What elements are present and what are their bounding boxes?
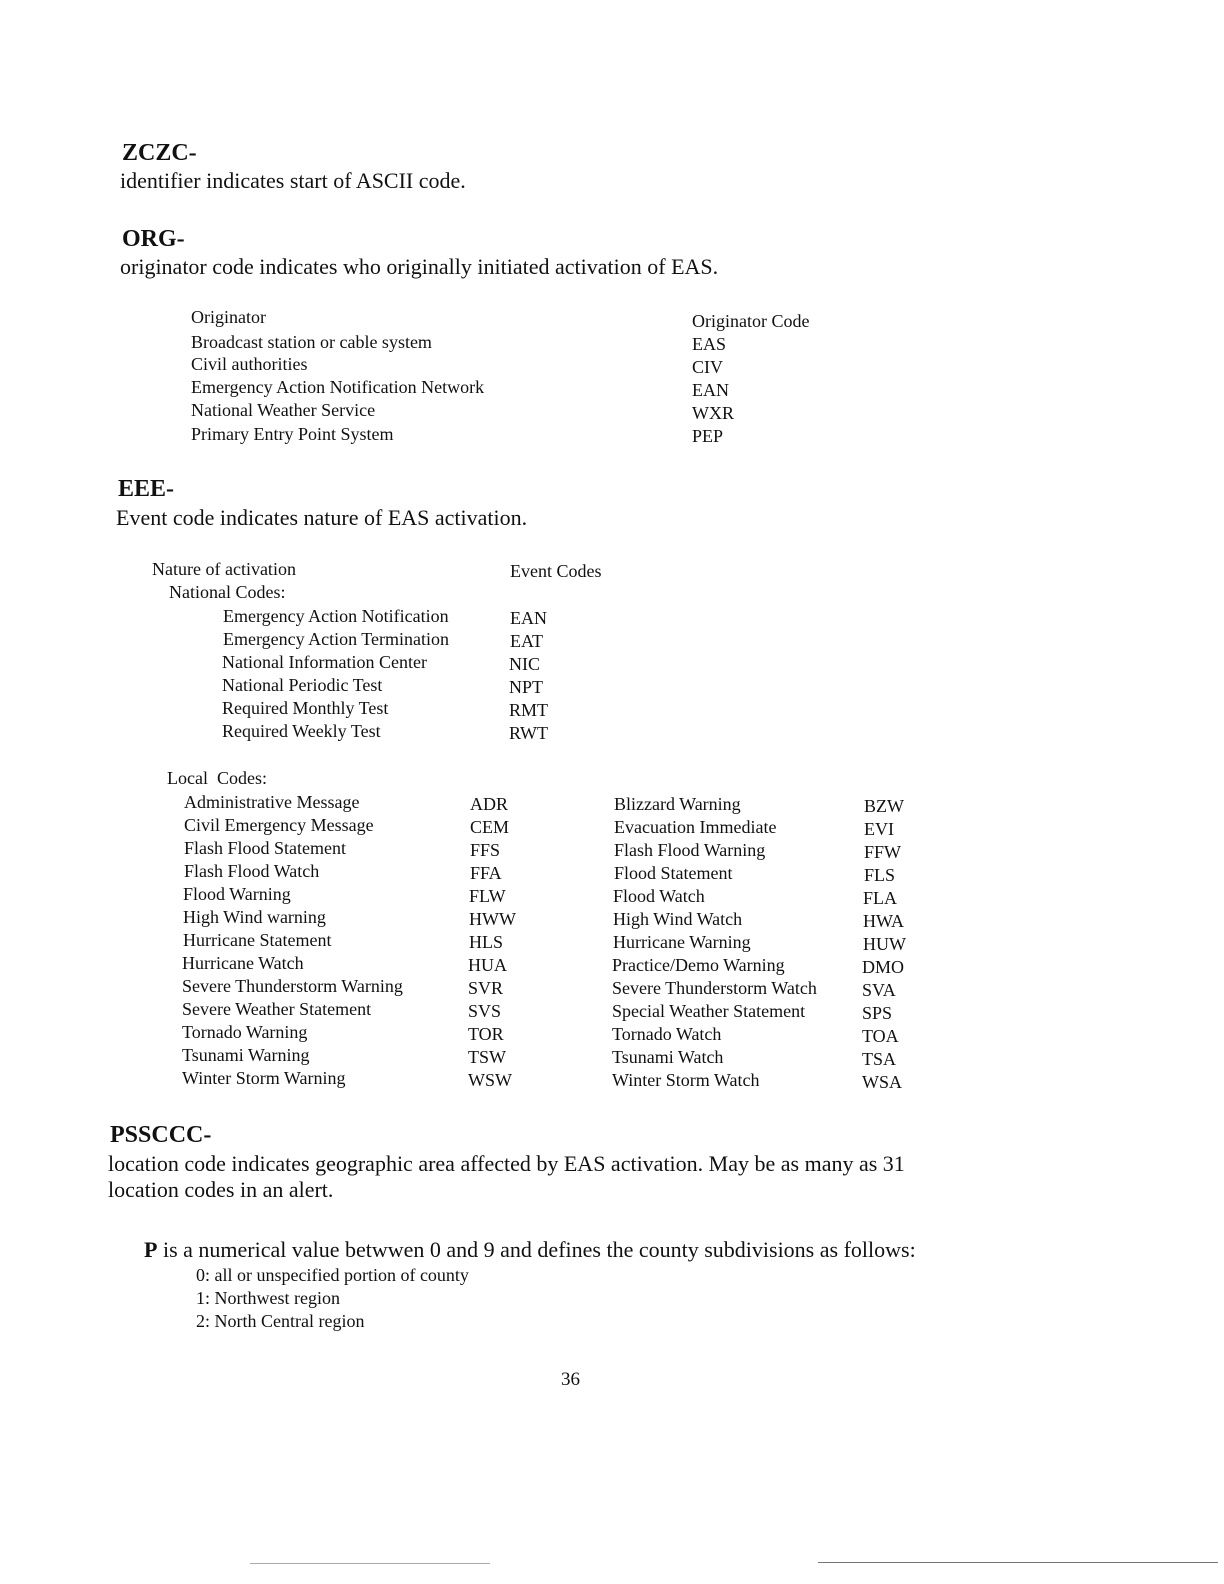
originator-code: EAS	[692, 334, 727, 354]
local-event-code: ADR	[470, 794, 509, 814]
local-event-code: SVA	[862, 980, 896, 1000]
local-event-name: Tornado Warning	[182, 1022, 308, 1042]
national-event-code: NPT	[509, 677, 544, 697]
originator-code: CIV	[692, 357, 723, 377]
local-event-name: Flood Statement	[614, 863, 733, 883]
local-event-name: Tornado Watch	[612, 1024, 722, 1044]
local-event-name: Special Weather Statement	[612, 1001, 806, 1021]
local-event-code: SPS	[862, 1003, 893, 1023]
local-event-code: DMO	[862, 957, 905, 977]
originator-name: Emergency Action Notification Network	[191, 377, 485, 397]
p-definition-text: is a numerical value betwwen 0 and 9 and defines the county subdivisions as follows:	[157, 1237, 916, 1262]
local-event-name: Hurricane Warning	[613, 932, 751, 952]
local-event-name: Severe Thunderstorm Watch	[612, 978, 817, 998]
subdivision-item: 0: all or unspecified portion of county	[196, 1265, 469, 1285]
local-event-code: FFW	[864, 842, 902, 862]
local-event-code: SVR	[468, 978, 504, 998]
local-event-name: Tsunami Warning	[182, 1045, 310, 1065]
eee-description: Event code indicates nature of EAS activation.	[116, 505, 528, 530]
local-event-name: Evacuation Immediate	[614, 817, 777, 837]
national-event-code: EAT	[510, 631, 543, 651]
local-event-code: SVS	[468, 1001, 502, 1021]
originator-name: Primary Entry Point System	[191, 424, 394, 444]
org-heading: ORG-	[122, 226, 185, 252]
national-event-name: National Periodic Test	[222, 675, 383, 695]
subdivision-item: 1: Northwest region	[196, 1288, 340, 1308]
local-event-code: EVI	[864, 819, 894, 839]
originator-code: WXR	[692, 403, 734, 423]
local-event-name: Winter Storm Warning	[182, 1068, 346, 1088]
local-event-name: Flash Flood Statement	[184, 838, 346, 858]
local-event-code: FLW	[469, 886, 506, 906]
local-event-name: Civil Emergency Message	[184, 815, 374, 835]
zczc-description: identifier indicates start of ASCII code.	[120, 168, 466, 193]
local-event-code: TSW	[468, 1047, 506, 1067]
nature-column-header: Nature of activation	[152, 559, 296, 579]
local-event-code: FFA	[470, 863, 502, 883]
national-codes-label: National Codes:	[169, 582, 286, 602]
subdivision-item: 2: North Central region	[196, 1311, 365, 1331]
local-event-name: Hurricane Watch	[182, 953, 304, 973]
psccc-heading: PSSCCC-	[110, 1122, 212, 1148]
originator-code: PEP	[692, 426, 724, 446]
scan-artifact	[818, 1562, 1218, 1563]
local-event-name: Blizzard Warning	[614, 794, 741, 814]
p-definition	[144, 1237, 916, 1263]
national-event-name: Emergency Action Termination	[223, 629, 450, 649]
local-event-name: Severe Thunderstorm Warning	[182, 976, 403, 996]
originator-name: Broadcast station or cable system	[191, 332, 432, 352]
p-letter: P	[144, 1237, 158, 1262]
originator-name: National Weather Service	[191, 400, 376, 420]
originator-name: Civil authorities	[191, 354, 308, 374]
local-event-name: Practice/Demo Warning	[612, 955, 785, 975]
local-event-code: HUW	[863, 934, 906, 954]
local-event-code: HWA	[863, 911, 904, 931]
national-event-name: Required Monthly Test	[222, 698, 389, 718]
originator-column-header: Originator	[191, 307, 266, 327]
zczc-heading: ZCZC-	[122, 140, 197, 166]
local-event-name: Flash Flood Warning	[614, 840, 766, 860]
org-description: originator code indicates who originally initiated activation of EAS.	[120, 254, 719, 279]
local-event-name: Flash Flood Watch	[184, 861, 320, 881]
national-event-name: Required Weekly Test	[222, 721, 381, 741]
local-event-name: High Wind Watch	[613, 909, 743, 929]
local-event-code: TOR	[468, 1024, 504, 1044]
local-event-code: FLS	[864, 865, 896, 885]
eee-heading: EEE-	[118, 476, 175, 502]
local-event-code: TOA	[862, 1026, 899, 1046]
local-event-code: WSW	[468, 1070, 512, 1090]
national-event-name: National Information Center	[222, 652, 427, 672]
local-event-name: High Wind warning	[183, 907, 326, 927]
local-event-name: Hurricane Statement	[183, 930, 332, 950]
local-event-name: Tsunami Watch	[612, 1047, 724, 1067]
local-event-name: Flood Warning	[183, 884, 291, 904]
local-event-name: Severe Weather Statement	[182, 999, 372, 1019]
local-event-code: HUA	[468, 955, 507, 975]
local-event-code: HLS	[469, 932, 504, 952]
local-event-code: FFS	[470, 840, 501, 860]
psccc-description-line-1: location code indicates geographic area affected by EAS activation. May be as many as 31	[108, 1151, 905, 1176]
psccc-description-line-2: location codes in an alert.	[108, 1177, 334, 1202]
local-event-code: FLA	[863, 888, 898, 908]
originator-code-column-header: Originator Code	[692, 311, 810, 331]
local-event-code: TSA	[862, 1049, 897, 1069]
local-event-code: CEM	[470, 817, 510, 837]
originator-code: EAN	[692, 380, 729, 400]
local-event-name: Flood Watch	[613, 886, 705, 906]
national-event-code: EAN	[510, 608, 547, 628]
national-event-name: Emergency Action Notification	[223, 606, 449, 626]
local-event-code: HWW	[469, 909, 516, 929]
national-event-code: RWT	[509, 723, 548, 743]
local-event-name: Winter Storm Watch	[612, 1070, 760, 1090]
local-event-name: Administrative Message	[184, 792, 360, 812]
page-number: 36	[561, 1369, 580, 1390]
national-event-code: RMT	[509, 700, 549, 720]
national-event-code: NIC	[509, 654, 540, 674]
local-event-code: WSA	[862, 1072, 902, 1092]
local-codes-label: Local Codes:	[167, 768, 267, 788]
scan-artifact	[250, 1563, 490, 1564]
local-event-code: BZW	[864, 796, 904, 816]
event-codes-column-header: Event Codes	[510, 561, 602, 581]
